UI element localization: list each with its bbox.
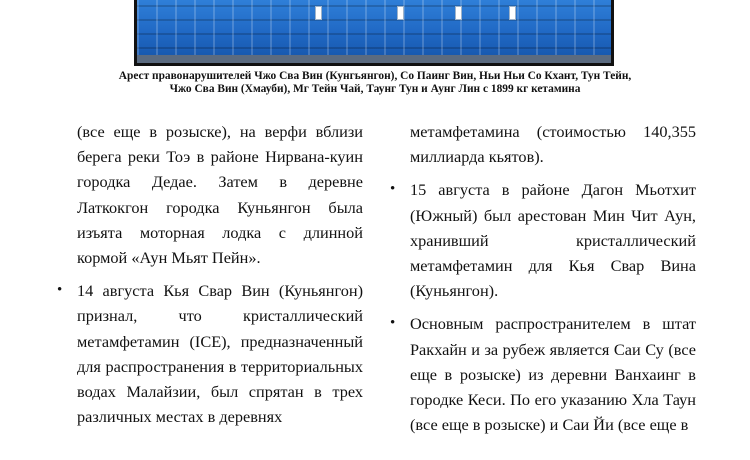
right-bullet-item-1: • 15 августа в районе Дагон Мьотхит (Южный) был арестован Мин Чит Аун, хранивший кристаллический метамфетамин для Кья Свар Вина (Куньянгон). [410,177,696,303]
photo-caption [60,70,690,96]
package-label [455,6,462,20]
right-paragraph-1: метамфетамина (стоимостью 140,355 миллиарда кьятов). [410,122,696,167]
caption-line-1: Арест правонарушителей Чжо Сва Вин (Кунгьянгон), Со Паинг Вин, Ньи Ньи Со Кхант, Тун Тейн, [118,70,632,82]
package-label [397,6,404,20]
seized-drugs-photo [134,0,614,66]
caption-line-2: Чжо Сва Вин (Хмауби), Мг Тейн Чай, Таунг Тун и Аунг Лин с 1899 кг кетамина [169,83,581,95]
left-bullet-item: • 14 августа Кья Свар Вин (Куньянгон) признал, что кристаллический метамфетамин (ICE), предназначенный для распространения в территориальных водах Малайзии, был спрятан в трех различных местах в деревнях [77,278,363,429]
left-column [77,119,363,429]
right-column [410,119,696,437]
package-label [315,6,322,20]
photo-floor [137,55,611,63]
right-bullet-item-2: • Основным распространителем в штат Ракхайн и за рубеж является Саи Су (все еще в розыске) из деревни Ванхаинг в городке Кеси. По его указанию Хла Таун (все еще в розыске) и Саи Йи (все еще в [410,311,696,437]
package-label [509,6,516,20]
left-paragraph-1: (все еще в розыске), на верфи вблизи берега реки Тоэ в районе Нирвана-куин городка Дедае. Затем в деревне Латкокгон городка Куньянгон была изъята моторная лодка с длинной кормой «Аун Мьят Пейн». [77,122,363,268]
